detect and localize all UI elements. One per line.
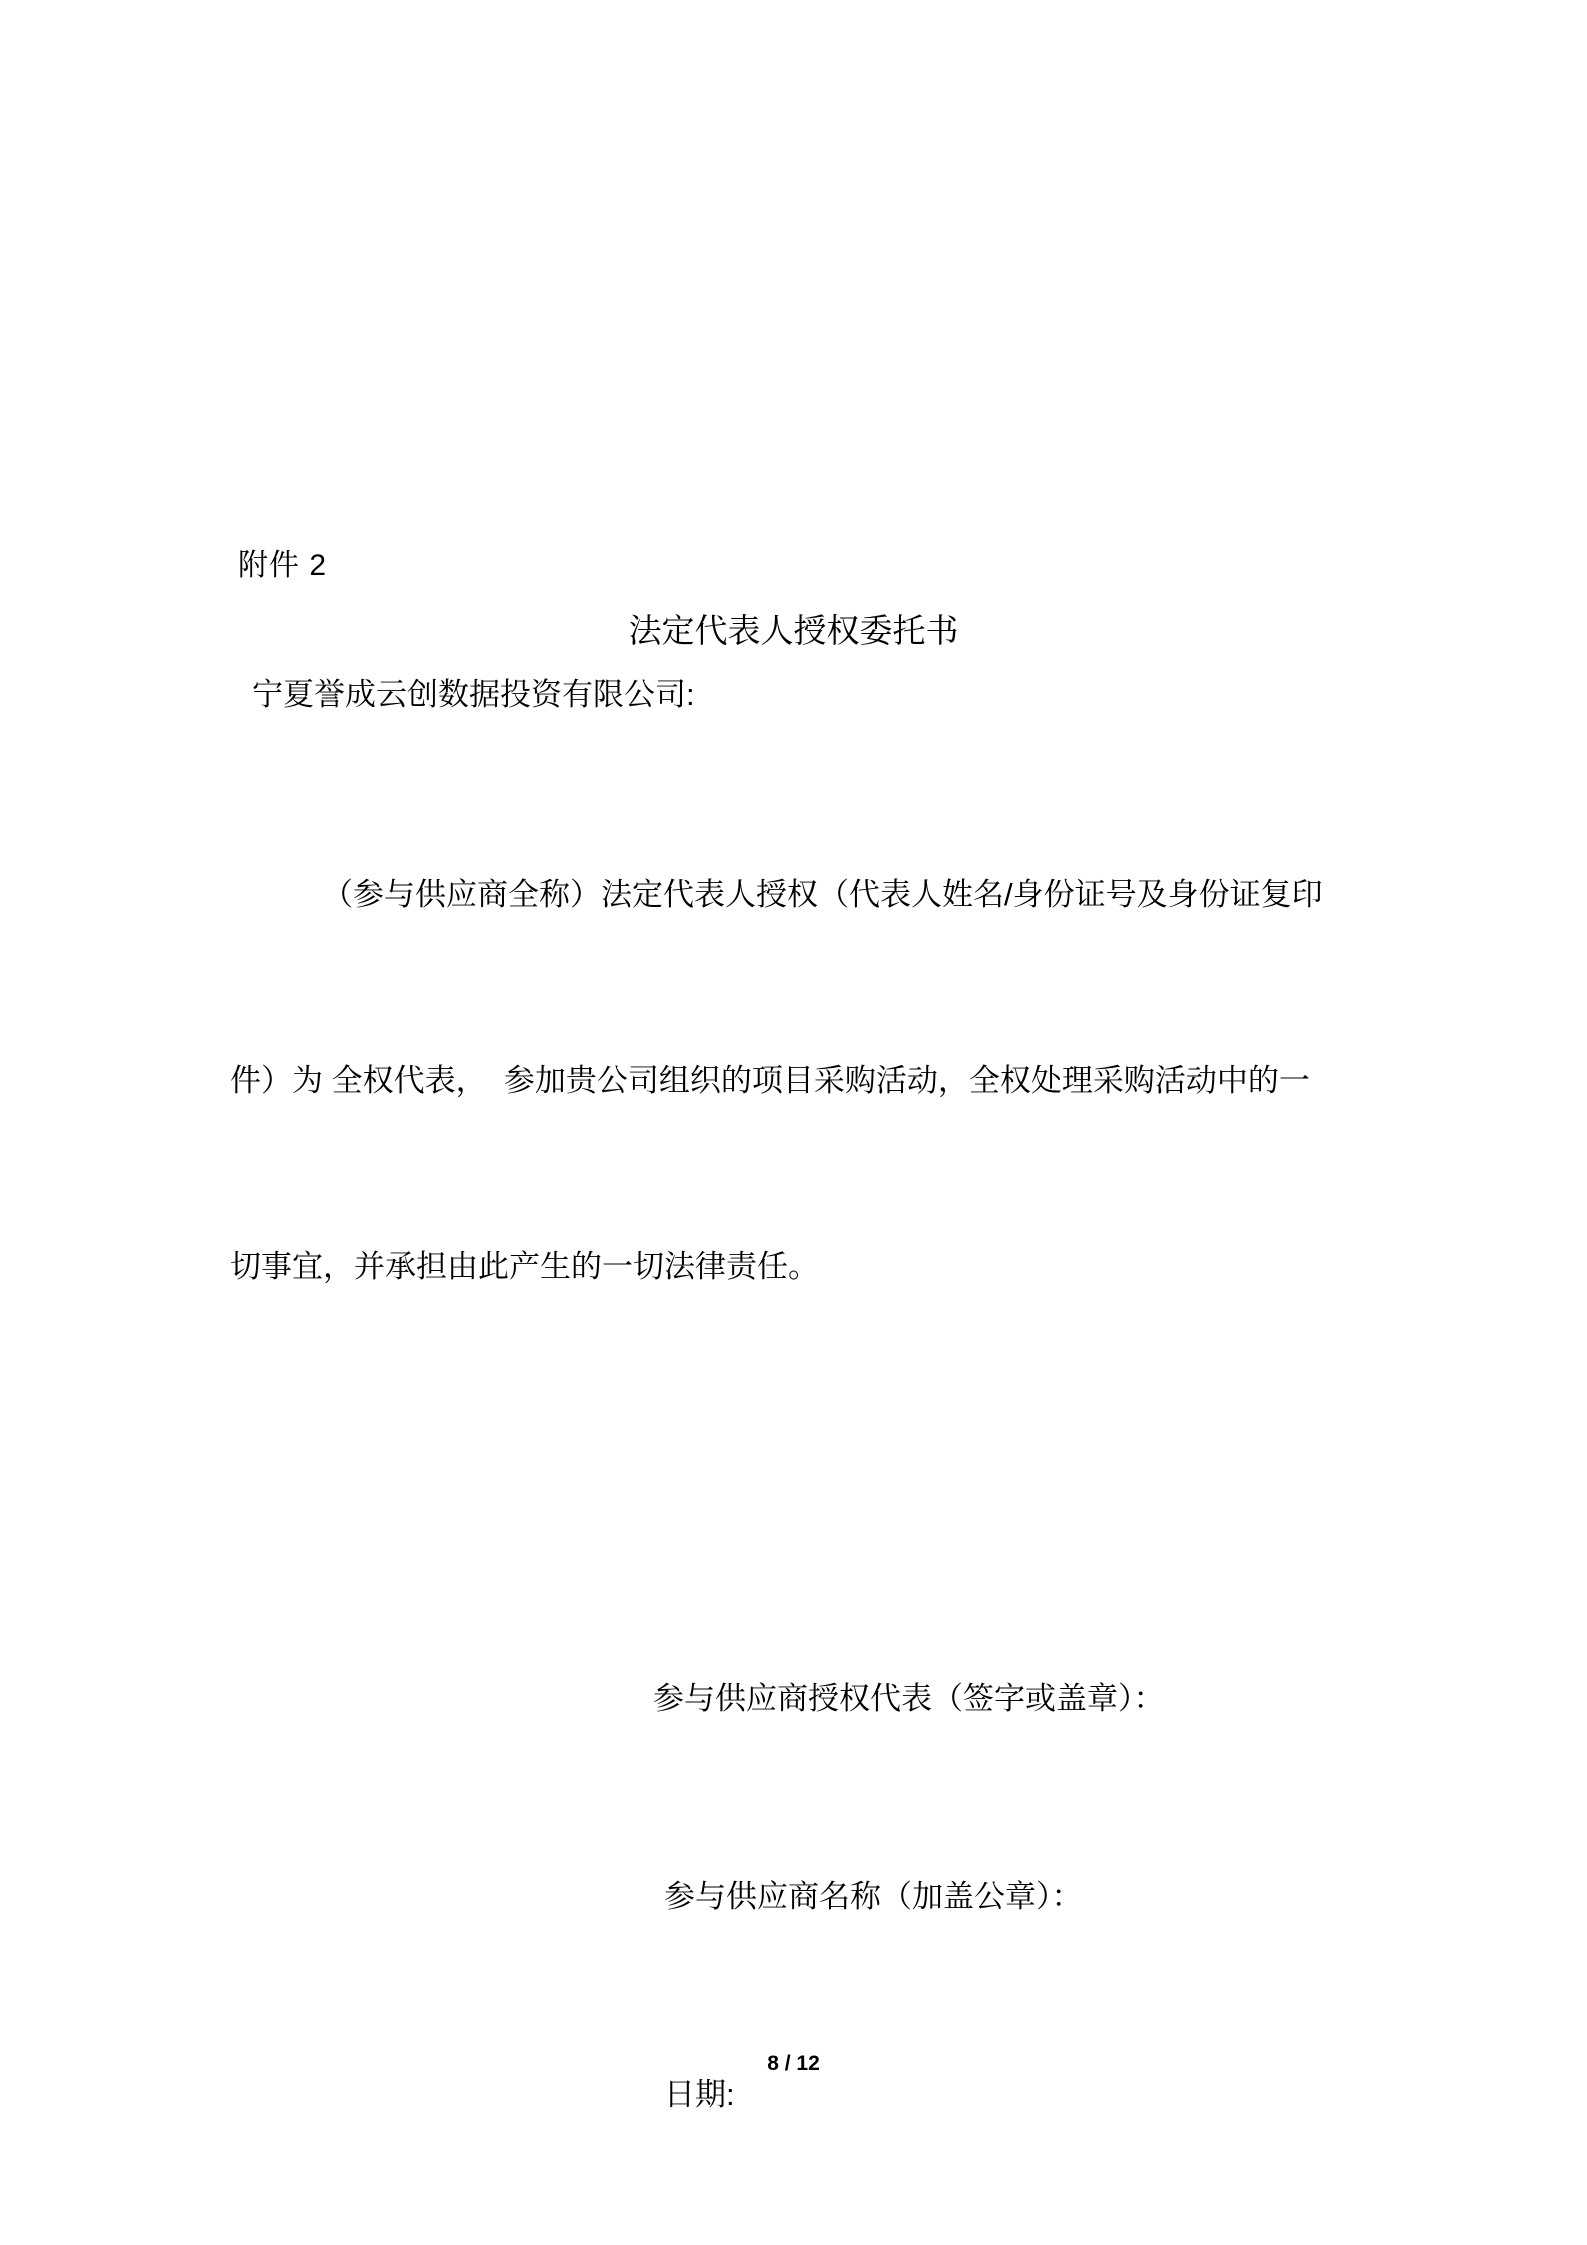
signature-supplier-name-line: 参与供应商名称（加盖公章）：	[664, 1879, 1083, 1914]
signature-date-line: 日期:	[664, 2077, 735, 2112]
body-line-1: （参与供应商全称）法定代表人授权（代表人姓名/身份证号及身份证复印	[322, 877, 1323, 912]
signature-block	[653, 1534, 1165, 2245]
document-title: 法定代表人授权委托书	[628, 612, 959, 649]
attachment-label: 附件 2	[238, 549, 328, 582]
signature-authorized-rep-line: 参与供应商授权代表（签字或盖章）：	[653, 1681, 1165, 1716]
body-paragraph	[230, 740, 1355, 1422]
addressee-line: 宁夏誉成云创数据投资有限公司:	[252, 677, 695, 712]
page-number-footer: 8 / 12	[767, 2052, 820, 2075]
body-line-2: 件）为 全权代表， 参加贵公司组织的项目采购活动，全权处理采购活动中的一	[230, 1063, 1310, 1098]
body-line-3: 切事宜，并承担由此产生的一切法律责任。	[230, 1249, 819, 1284]
